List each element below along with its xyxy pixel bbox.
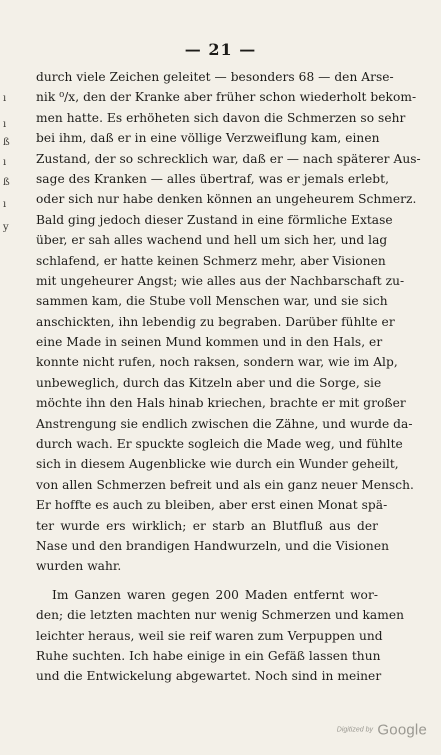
- margin-mark: ı: [3, 119, 7, 130]
- text-line: Im Ganzen waren gegen 200 Maden entfernt wor-: [52, 587, 378, 602]
- text-line: Ruhe suchten. Ich habe einige in ein Gefäß lassen thun: [36, 648, 381, 663]
- text-line: mit ungeheurer Angst; wie alles aus der Nachbarschaft zu-: [36, 273, 405, 288]
- text-line: sage des Kranken — alles übertraf, was er jemals erlebt,: [36, 171, 389, 186]
- digitization-watermark: [337, 721, 427, 739]
- margin-mark: ı: [3, 157, 7, 168]
- text-line: anschickten, ihn lebendig zu begraben. Darüber fühlte er: [36, 314, 395, 329]
- margin-mark: ß: [3, 177, 10, 188]
- google-logo: Google: [377, 721, 427, 739]
- text-line: Bald ging jedoch dieser Zustand in eine förmliche Extase: [36, 212, 393, 227]
- margin-mark: ı: [3, 199, 7, 210]
- text-line: über, er sah alles wachend und hell um sich her, und lag: [36, 233, 388, 248]
- text-line: Nase und den brandigen Handwurzeln, und die Visionen: [36, 538, 389, 553]
- text-line: Er hoffte es auch zu bleiben, aber erst einen Monat spä-: [36, 498, 388, 513]
- text-line: unbeweglich, durch das Kitzeln aber und die Sorge, sie: [36, 375, 382, 390]
- text-line: leichter heraus, weil sie reif waren zum Verpuppen und: [36, 628, 383, 643]
- margin-mark: y: [3, 222, 9, 233]
- text-line: eine Made in seinen Mund kommen und in den Hals, er: [36, 335, 383, 350]
- text-line: durch viele Zeichen geleitet — besonders 68 — den Arse-: [36, 70, 394, 84]
- text-line: konnte nicht rufen, noch raksen, sondern war, wie im Alp,: [36, 355, 398, 370]
- text-line: Anstrengung sie endlich zwischen die Zähne, und wurde da-: [36, 416, 413, 431]
- text-line: sich in diesem Augenblicke wie durch ein Wunder geheilt,: [36, 457, 399, 472]
- margin-mark: ß: [3, 137, 10, 148]
- margin-mark: ı: [3, 93, 7, 104]
- text-line: möchte ihn den Hals hinab kriechen, brachte er mit großer: [36, 396, 406, 411]
- text-line: oder sich nur habe denken können an ungeheurem Schmerz.: [36, 192, 417, 207]
- text-line: sammen kam, die Stube voll Menschen war, und sie sich: [36, 294, 388, 309]
- text-line: ter wurde ers wirklich; er starb an Blutfluß aus der: [36, 518, 378, 533]
- page-number: — 21 —: [184, 40, 257, 59]
- body-text: [36, 67, 421, 687]
- text-line: und die Entwickelung abgewartet. Noch sind in meiner: [36, 669, 382, 684]
- text-line: schlafend, er hatte keinen Schmerz mehr, aber Visionen: [36, 253, 386, 268]
- text-line: nik ⁰/x, den der Kranke aber früher schon wiederholt bekom-: [36, 90, 417, 105]
- text-line: bei ihm, daß er in eine völlige Verzweiflung kam, einen: [36, 131, 380, 146]
- text-line: Zustand, der so schrecklich war, daß er — nach späterer Aus-: [36, 151, 421, 166]
- text-line: durch wach. Er spuckte sogleich die Made weg, und fühlte: [36, 437, 403, 452]
- text-line: men hatte. Es erhöheten sich davon die Schmerzen so sehr: [36, 110, 406, 125]
- text-line: von allen Schmerzen befreit und als ein ganz neuer Mensch.: [36, 477, 414, 492]
- paragraph-gap: [36, 577, 378, 585]
- text-line: wurden wahr.: [36, 559, 122, 574]
- text-line: den; die letzten machten nur wenig Schmerzen und kamen: [36, 608, 405, 623]
- digitized-by-label: Digitized by: [336, 726, 373, 734]
